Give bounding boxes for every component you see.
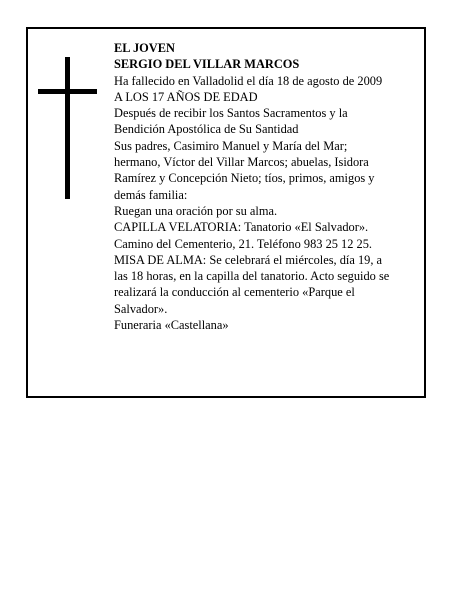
family-line: Sus padres, Casimiro Manuel y María del Mar; <box>114 138 348 153</box>
cross-vertical-bar <box>65 57 70 199</box>
notice-heading: EL JOVEN <box>114 41 175 55</box>
death-date-line: Ha fallecido en Valladolid el día 18 de agosto de 2009 <box>114 73 383 88</box>
family-line: demás familia: <box>114 187 188 202</box>
cross-icon <box>38 57 98 199</box>
prayer-line: Ruegan una oración por su alma. <box>114 203 278 218</box>
mass-line: realizará la conducción al cementerio «Parque el <box>114 285 355 300</box>
cross-horizontal-bar <box>38 89 97 94</box>
age-line: A LOS 17 AÑOS DE EDAD <box>114 89 258 104</box>
family-line: Ramírez y Concepción Nieto; tíos, primos, amigos y <box>114 171 375 186</box>
funeral-home-line: Funeraria «Castellana» <box>114 318 229 333</box>
sacraments-line: Bendición Apostólica de Su Santidad <box>114 122 299 137</box>
mass-line: Salvador». <box>114 301 168 316</box>
family-line: hermano, Víctor del Villar Marcos; abuelas, Isidora <box>114 155 369 170</box>
chapel-line: CAPILLA VELATORIA: Tanatorio «El Salvador». <box>114 220 369 235</box>
mass-line: las 18 horas, en la capilla del tanatorio. Acto seguido se <box>114 269 390 284</box>
deceased-name: SERGIO DEL VILLAR MARCOS <box>114 57 300 72</box>
mass-line: MISA DE ALMA: Se celebrará el miércoles, día 19, a <box>114 252 383 267</box>
sacraments-line: Después de recibir los Santos Sacramentos y la <box>114 106 348 121</box>
obituary-notice <box>26 27 426 398</box>
notice-text <box>114 40 422 333</box>
chapel-line: Camino del Cementerio, 21. Teléfono 983 25 12 25. <box>114 236 373 251</box>
